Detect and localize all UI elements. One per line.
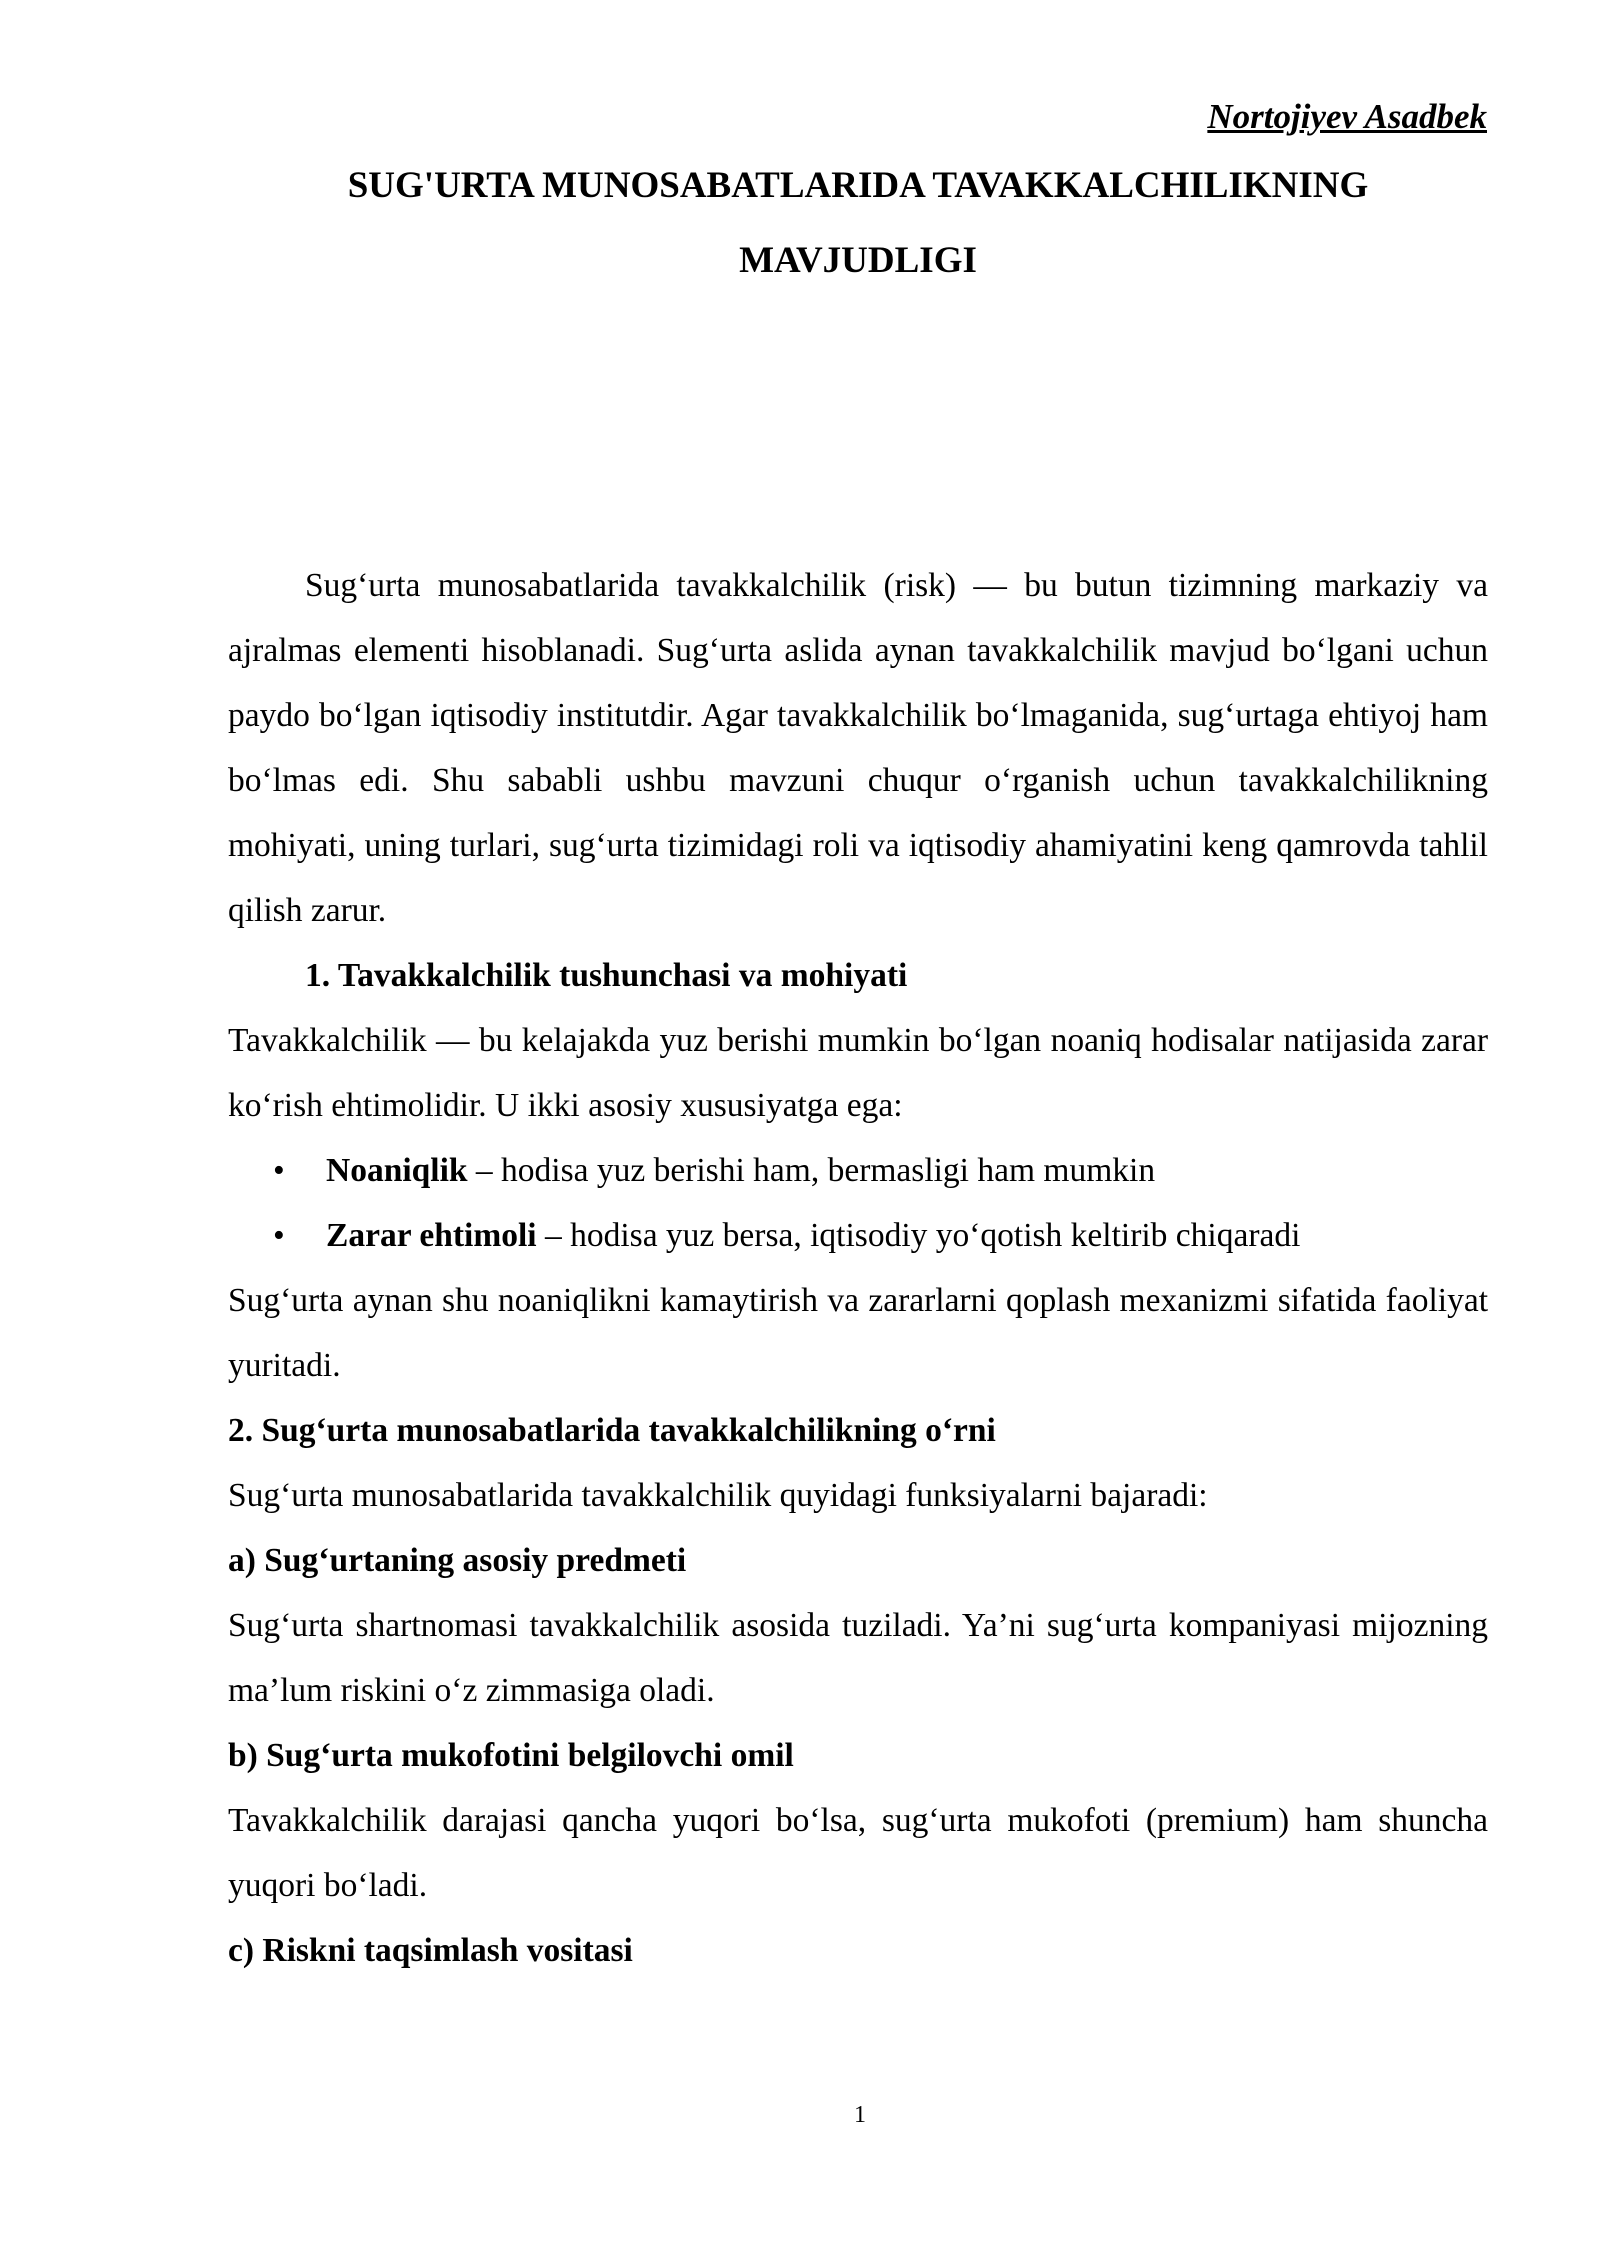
section-2-paragraph: Sug‘urta munosabatlarida tavakkalchilik quyidagi funksiyalarni bajaradi: bbox=[228, 1477, 1208, 1514]
author-name: Nortojiyev Asadbek bbox=[1207, 97, 1487, 136]
document-body bbox=[228, 553, 1488, 1983]
subsection-a-heading: a) Sug‘urtaning asosiy predmeti bbox=[228, 1542, 687, 1579]
list-item-description: – hodisa yuz berishi ham, bermasligi ham mumkin bbox=[467, 1152, 1156, 1189]
page-number: 1 bbox=[854, 2102, 866, 2128]
title-line-1: SUG'URTA MUNOSABATLARIDA TAVAKKALCHILIKNING bbox=[347, 165, 1369, 206]
subsection-b-paragraph: Tavakkalchilik darajasi qancha yuqori bo‘lsa, sug‘urta mukofoti (premium) ham shuncha yuqori bo‘ladi. bbox=[228, 1802, 1488, 1904]
list-item bbox=[228, 1138, 1488, 1203]
feature-list bbox=[228, 1138, 1488, 1268]
section-2-heading: 2. Sug‘urta munosabatlarida tavakkalchilikning o‘rni bbox=[228, 1412, 996, 1449]
section-1-closing-paragraph: Sug‘urta aynan shu noaniqlikni kamaytirish va zararlarni qoplash mexanizmi sifatida faoliyat yuritadi. bbox=[228, 1282, 1488, 1384]
section-1-paragraph: Tavakkalchilik — bu kelajakda yuz berishi mumkin bo‘lgan noaniq hodisalar natijasida zarar ko‘rish ehtimolidir. U ikki asosiy xususiyatga ega: bbox=[228, 1022, 1488, 1124]
subsection-a-paragraph: Sug‘urta shartnomasi tavakkalchilik asosida tuziladi. Ya’ni sug‘urta kompaniyasi mijozning ma’lum riskini o‘z zimmasiga oladi. bbox=[228, 1607, 1488, 1709]
bullet-icon: • bbox=[273, 1217, 285, 1254]
title-line-2: MAVJUDLIGI bbox=[739, 240, 977, 281]
list-item-term: Zarar ehtimoli bbox=[326, 1217, 537, 1254]
list-item-term: Noaniqlik bbox=[326, 1152, 468, 1189]
subsection-c-heading: c) Riskni taqsimlash vositasi bbox=[228, 1932, 633, 1969]
list-item-description: – hodisa yuz bersa, iqtisodiy yo‘qotish keltirib chiqaradi bbox=[536, 1217, 1301, 1254]
intro-paragraph: Sug‘urta munosabatlarida tavakkalchilik (risk) — bu butun tizimning markaziy va ajralmas elementi hisoblanadi. Sug‘urta aslida aynan tavakkalchilik mavjud bo‘lgani uchun paydo bo‘lgan iqtisodiy institutdir. Agar tavakkalchilik bo‘lmaganida, sug‘urtaga ehtiyoj ham bo‘lmas edi. Shu sababli ushbu mavzuni chuqur o‘rganish uchun tavakkalchilikning mohiyati, uning turlari, sug‘urta tizimidagi roli va iqtisodiy ahamiyatini keng qamrovda tahlil qilish zarur. bbox=[228, 567, 1488, 929]
section-1-heading: 1. Tavakkalchilik tushunchasi va mohiyati bbox=[305, 957, 908, 994]
subsection-b-heading: b) Sug‘urta mukofotini belgilovchi omil bbox=[228, 1737, 794, 1774]
list-item bbox=[228, 1203, 1488, 1268]
bullet-icon: • bbox=[273, 1152, 285, 1189]
document-title bbox=[228, 148, 1488, 298]
